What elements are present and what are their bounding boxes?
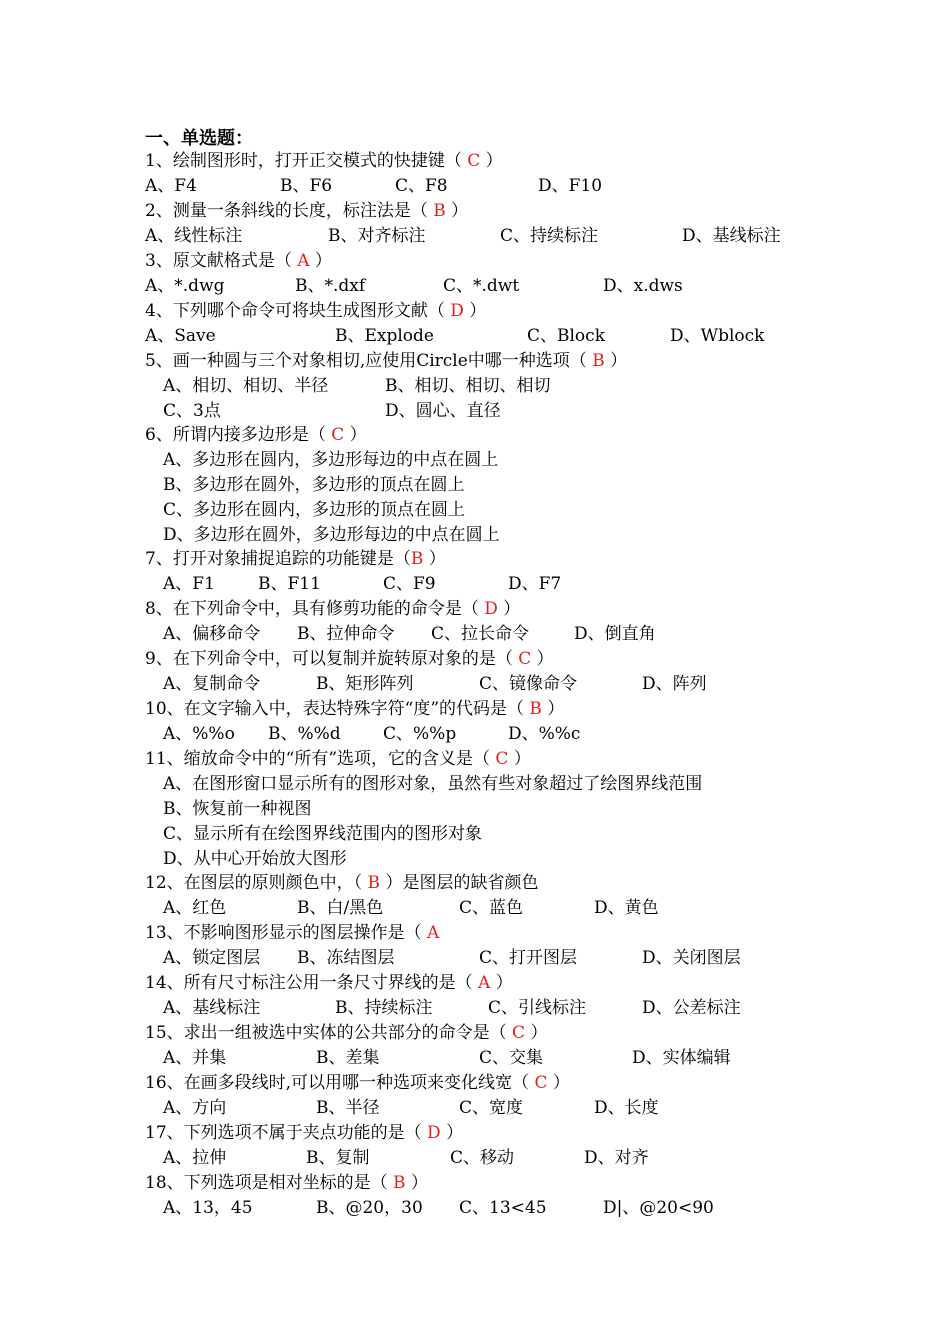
option-text: D、%%c bbox=[508, 724, 581, 744]
answer-mark: C bbox=[512, 1023, 526, 1043]
question-stem bbox=[145, 921, 439, 946]
option-text: A、方向 bbox=[163, 1098, 227, 1118]
option-text: A、并集 bbox=[163, 1048, 227, 1068]
option-text: C、拉长命令 bbox=[431, 624, 530, 644]
answer-mark: A bbox=[297, 251, 310, 271]
answer-mark: B bbox=[529, 699, 542, 719]
question-stem bbox=[145, 597, 520, 622]
question-stem bbox=[145, 747, 531, 772]
question-closing: ） bbox=[440, 1123, 464, 1143]
question-stem bbox=[145, 647, 554, 672]
question-closing: ） bbox=[531, 649, 554, 669]
option-text: D|、@20<90 bbox=[603, 1198, 714, 1218]
question-stem bbox=[145, 149, 503, 174]
option-text: C、打开图层 bbox=[479, 948, 578, 968]
option-text: C、*.dwt bbox=[443, 276, 520, 296]
answer-mark: C bbox=[518, 649, 532, 669]
option-text: A、13，45 bbox=[163, 1198, 253, 1218]
answer-mark: A bbox=[427, 923, 440, 943]
option-text: B、半径 bbox=[316, 1098, 380, 1118]
option-text: C、3点 bbox=[163, 401, 221, 421]
question-text: 3、原文献格式是（ bbox=[145, 251, 298, 271]
question-text: 15、求出一组被选中实体的公共部分的命令是（ bbox=[145, 1023, 513, 1043]
question-text: 17、下列选项不属于夹点功能的是（ bbox=[145, 1123, 428, 1143]
option-text: C、持续标注 bbox=[500, 226, 599, 246]
question-closing: ） bbox=[497, 599, 521, 619]
question-stem bbox=[145, 1021, 547, 1046]
option-text: B、拉伸命令 bbox=[297, 624, 395, 644]
option-text: B、F11 bbox=[258, 574, 321, 594]
option-text: B、F6 bbox=[280, 176, 333, 196]
option-text: D、长度 bbox=[594, 1098, 659, 1118]
question-stem bbox=[145, 1071, 570, 1096]
option-text: C、13<45 bbox=[459, 1198, 547, 1218]
question-stem bbox=[145, 349, 627, 374]
option-text: D、多边形在圆外，多边形每边的中点在圆上 bbox=[163, 525, 500, 545]
option-text: A、锁定图层 bbox=[163, 948, 261, 968]
option-text: C、交集 bbox=[479, 1048, 544, 1068]
option-text: D、阵列 bbox=[642, 674, 707, 694]
question-text: 1、绘制图形时，打开正交模式的快捷键（ bbox=[145, 151, 468, 171]
answer-mark: B bbox=[410, 549, 424, 569]
option-text: D、从中心开始放大图形 bbox=[163, 849, 347, 869]
option-text: A、拉伸 bbox=[163, 1148, 227, 1168]
answer-mark: C bbox=[495, 749, 509, 769]
answer-mark: D bbox=[450, 301, 464, 321]
option-text: D、F10 bbox=[538, 176, 603, 196]
option-text: B、@20，30 bbox=[316, 1198, 423, 1218]
option-text: D、对齐 bbox=[584, 1148, 649, 1168]
question-text: 9、在下列命令中，可以复制并旋转原对象的是（ bbox=[145, 649, 519, 669]
question-text: 7、打开对象捕捉追踪的功能键是（ bbox=[145, 549, 411, 569]
option-text: A、F4 bbox=[145, 176, 197, 196]
question-stem bbox=[145, 871, 538, 896]
question-stem bbox=[145, 249, 332, 274]
answer-mark: C bbox=[331, 425, 345, 445]
question-text: 2、测量一条斜线的长度，标注法是（ bbox=[145, 201, 434, 221]
question-text: 16、在画多段线时,可以用哪一种选项来变化线宽（ bbox=[145, 1073, 535, 1093]
option-text: D、圆心、直径 bbox=[385, 401, 501, 421]
answer-mark: B bbox=[433, 201, 446, 221]
option-text: B、多边形在圆外，多边形的顶点在圆上 bbox=[163, 475, 465, 495]
option-text: D、F7 bbox=[508, 574, 562, 594]
option-text: A、相切、相切、半径 bbox=[163, 376, 329, 396]
question-stem bbox=[145, 1171, 428, 1196]
option-text: B、Explode bbox=[335, 326, 434, 346]
option-text: B、持续标注 bbox=[335, 998, 433, 1018]
section-title: 一、单选题： bbox=[145, 128, 253, 149]
question-closing: ）是图层的缺省颜色 bbox=[380, 873, 539, 893]
option-text: B、矩形阵列 bbox=[316, 674, 414, 694]
question-closing: ） bbox=[445, 201, 469, 221]
option-text: C、显示所有在绘图界线范围内的图形对象 bbox=[163, 824, 483, 844]
option-text: B、*.dxf bbox=[295, 276, 366, 296]
option-text: C、多边形在圆内，多边形的顶点在圆上 bbox=[163, 500, 466, 520]
answer-mark: C bbox=[534, 1073, 548, 1093]
question-text: 4、下列哪个命令可将块生成图形文献（ bbox=[145, 301, 451, 321]
option-text: A、基线标注 bbox=[163, 998, 261, 1018]
answer-mark: B bbox=[592, 351, 605, 371]
question-text: 11、缩放命令中的“所有”选项，它的含义是（ bbox=[145, 749, 496, 769]
question-closing: ） bbox=[405, 1173, 428, 1193]
question-text: 13、不影响图形显示的图层操作是（ bbox=[145, 923, 428, 943]
option-text: A、*.dwg bbox=[145, 276, 225, 296]
question-text: 12、在图层的原则颜色中，（ bbox=[145, 873, 368, 893]
option-text: D、关闭图层 bbox=[642, 948, 741, 968]
option-text: D、Wblock bbox=[670, 326, 765, 346]
question-closing: ） bbox=[508, 749, 531, 769]
option-text: D、黄色 bbox=[594, 898, 659, 918]
question-closing: ） bbox=[604, 351, 628, 371]
answer-mark: A bbox=[478, 973, 491, 993]
option-text: A、偏移命令 bbox=[163, 624, 261, 644]
question-text: 8、在下列命令中，具有修剪功能的命令是（ bbox=[145, 599, 485, 619]
option-text: B、复制 bbox=[306, 1148, 370, 1168]
option-text: C、F8 bbox=[395, 176, 448, 196]
question-text: 10、在文字输入中，表达特殊字符“度”的代码是（ bbox=[145, 699, 530, 719]
option-text: D、倒直角 bbox=[574, 624, 656, 644]
question-text: 14、所有尺寸标注公用一条尺寸界线的是（ bbox=[145, 973, 479, 993]
option-text: A、Save bbox=[145, 326, 216, 346]
question-text: 18、下列选项是相对坐标的是（ bbox=[145, 1173, 394, 1193]
option-text: B、冻结图层 bbox=[297, 948, 395, 968]
question-stem bbox=[145, 1121, 463, 1146]
question-closing: ） bbox=[547, 1073, 570, 1093]
question-stem bbox=[145, 299, 486, 324]
option-text: D、基线标注 bbox=[682, 226, 781, 246]
answer-mark: D bbox=[427, 1123, 441, 1143]
question-closing: ） bbox=[490, 973, 513, 993]
question-closing: ） bbox=[423, 549, 446, 569]
option-text: A、红色 bbox=[163, 898, 227, 918]
question-stem bbox=[145, 547, 446, 572]
question-stem bbox=[145, 199, 468, 224]
question-closing: ） bbox=[309, 251, 332, 271]
option-text: A、%%o bbox=[163, 724, 235, 744]
question-text: 6、所谓内接多边形是（ bbox=[145, 425, 332, 445]
option-text: C、蓝色 bbox=[459, 898, 524, 918]
question-stem bbox=[145, 971, 513, 996]
option-text: B、%%d bbox=[268, 724, 341, 744]
answer-mark: C bbox=[467, 151, 481, 171]
option-text: B、白/黑色 bbox=[297, 898, 384, 918]
option-text: A、F1 bbox=[163, 574, 215, 594]
answer-mark: B bbox=[367, 873, 381, 893]
option-text: C、F9 bbox=[383, 574, 436, 594]
option-text: C、%%p bbox=[383, 724, 457, 744]
option-text: C、宽度 bbox=[459, 1098, 524, 1118]
option-text: A、在图形窗口显示所有的图形对象，虽然有些对象超过了绘图界线范围 bbox=[163, 774, 703, 794]
option-text: B、对齐标注 bbox=[328, 226, 426, 246]
option-text: B、相切、相切、相切 bbox=[385, 376, 551, 396]
option-text: C、Block bbox=[527, 326, 605, 346]
answer-mark: B bbox=[393, 1173, 406, 1193]
question-closing: ） bbox=[541, 699, 565, 719]
option-text: A、线性标注 bbox=[145, 226, 243, 246]
question-closing: ） bbox=[463, 301, 487, 321]
question-closing: ） bbox=[344, 425, 367, 445]
question-text: 5、画一种圆与三个对象相切,应使用Circle中哪一种选项（ bbox=[145, 351, 593, 371]
option-text: D、x.dws bbox=[603, 276, 683, 296]
option-text: C、引线标注 bbox=[488, 998, 587, 1018]
option-text: B、差集 bbox=[316, 1048, 380, 1068]
question-closing: ） bbox=[525, 1023, 548, 1043]
question-stem bbox=[145, 697, 564, 722]
option-text: C、移动 bbox=[450, 1148, 515, 1168]
option-text: A、多边形在圆内，多边形每边的中点在圆上 bbox=[163, 450, 499, 470]
question-stem bbox=[145, 423, 367, 448]
option-text: C、镜像命令 bbox=[479, 674, 578, 694]
option-text: D、实体编辑 bbox=[632, 1048, 731, 1068]
question-closing: ） bbox=[480, 151, 503, 171]
option-text: B、恢复前一种视图 bbox=[163, 799, 312, 819]
option-text: D、公差标注 bbox=[642, 998, 741, 1018]
option-text: A、复制命令 bbox=[163, 674, 261, 694]
answer-mark: D bbox=[484, 599, 498, 619]
